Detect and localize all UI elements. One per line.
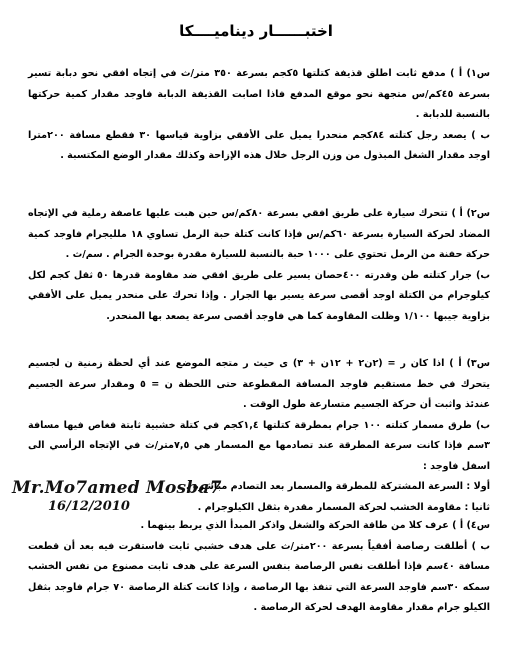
question-3-item-2: ثانيا : مقاومة الخشب لحركة المسمار مقدرة بثقل الكيلوجرام . [197, 501, 490, 513]
question-1-part-b: ب ) يصعد رجل كتلته ٨٤كجم منحدرا يميل على الأفقي بزاوية قياسها ٣٠ فقطع مسافة ٢٠٠مترا اوجد مقدار الشغل المبذول من وزن الرجل خلال هذه الإزاحة وكذلك مقدار الوضع المكتسبة . [28, 129, 490, 161]
signature-date: 16/12/2010 [48, 499, 130, 514]
question-3-item-1: أولا : السرعة المشتركة للمطرقة والمسمار بعد التصادم مباشرة . [185, 481, 490, 492]
question-3-part-b: ب) طرق مسمار كتلته ١٠٠ جرام بمطرقة كتلتها ١,٤كجم في كتلة خشبية ثابتة فغاص فيها مسافة ٣سم فإذا كانت سرعة المطرقة عند تصادمها مع المسمار هي ٧,٥متر/ث في الإتجاه الرأسي الى اسفل فاوجد : [28, 419, 490, 472]
question-4 [28, 516, 490, 619]
question-2 [28, 204, 490, 327]
question-4-part-b: ب ) أطلقت رصاصة أفقياً بسرعة ٢٠٠متر/ث على هدف خشبي ثابت فاستقرت فيه بعد أن قطعت مسافة ٤٠سم فإذا أطلقت نفس الرصاصة بنفس السرعة على هدف ثابت مصنوع من نفس الخشب سمكه ٣٠سم فاوجد السرعة التي تنفذ بها الرصاصة ، وإذا كانت كتلة الرصاصة ٧٠ جرام فاوجد بثقل الكيلو جرام مقدار مقاومة الهدف لحركة الرصاصة . [28, 540, 490, 613]
question-2-part-b: ب) جرار كتلته طن وقدرته ٤٠٠حصان يسير على طريق افقي ضد مقاومة قدرها ٥٠ ثقل كجم لكل كيلوجرام من الكتلة اوجد أقصى سرعة يسير بها الجرار . وإذا تحرك على منحدر يميل على الأفقي بزاوية جيبها ١/١٠٠ وظلت المقاومة كما هي فاوجد أقصى سرعة يصعد بها المنحدر. [28, 269, 490, 322]
page-title: اختبــــــار ديناميــــكا [179, 22, 333, 40]
question-1 [28, 64, 490, 167]
question-2-part-a: س٢) أ ) تتحرك سيارة على طريق افقي بسرعة ٨٠كم/س حين هبت عليها عاصفة رملية في الإتجاه المضاد لحركة السيارة بسرعة ٦٠كم/س فإذا كانت كتلة حبة الرمل تساوي ١٨ ملليجرام فاوجد كمية حركة حفنة من الرمل تحتوي على ١٠٠٠ حبة بالنسبة للسيارة مقدرة بوحدة الجرام . سم/ث . [28, 208, 490, 260]
question-4-part-a: س٤) أ ) عرف كلا من طاقة الحركة والشغل واذكر المبدأ الذي يربط بينهما . [140, 520, 490, 531]
question-1-part-a: س١) أ ) مدفع ثابت اطلق قذيفة كتلتها ٥كجم بسرعة ٣٥٠ متر/ث في إتجاه افقي نحو دبابة تسير بسرعة ٤٥كم/س متجهة نحو موقع المدفع فاذا اصابت القذيفة الدبابة فاوجد مقدار كمية حركتها بالنسبة للدبابة . [28, 68, 491, 120]
author-signature: Mr.Mo7amed Mosba7 [12, 478, 222, 498]
question-3-part-a: س٣) أ ) اذا كان ر = (٢ن٢ + ١٢ن + ٣) ى حيث ر متجه الموضع عند أي لحظة زمنية ن لجسيم يتحرك في خط مستقيم فاوجد المسافة المقطوعة حتى اللحظة ن = ٥ ومقدار سرعة الجسيم عندئذ واثبت أن حركة الجسيم متسارعة طول الوقت . [28, 358, 491, 410]
